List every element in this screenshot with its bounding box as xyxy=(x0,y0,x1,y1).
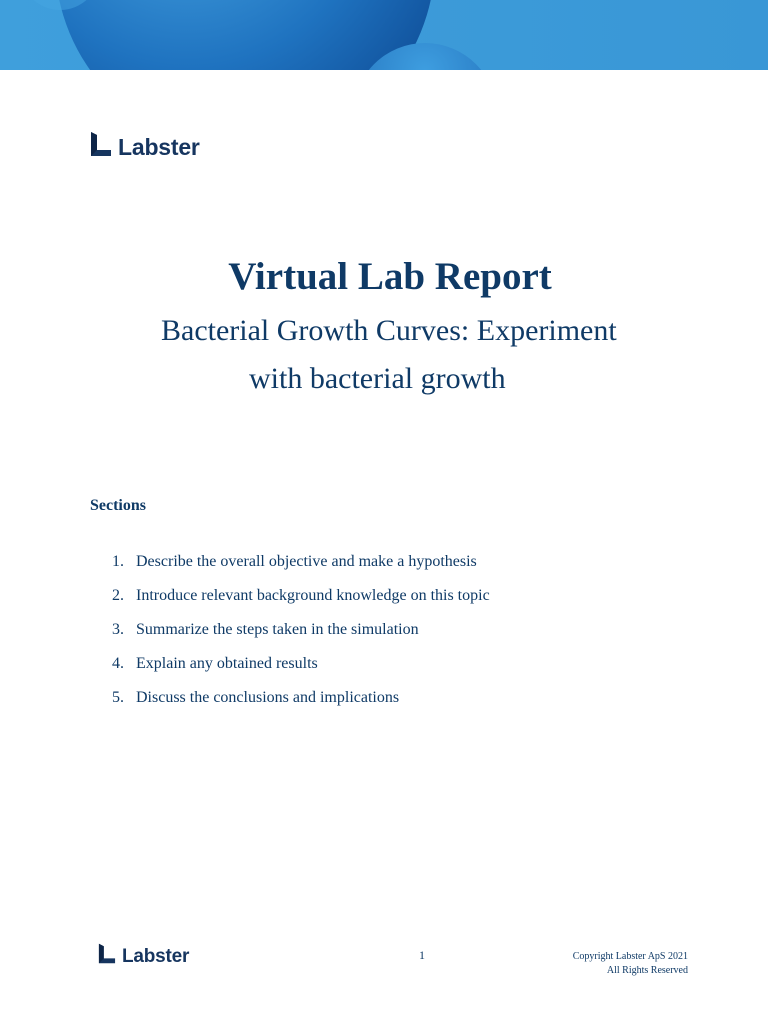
list-item-number: 1. xyxy=(112,553,124,570)
labster-logo-top xyxy=(90,131,200,163)
list-item xyxy=(112,655,490,689)
list-item-text: Introduce relevant background knowledge on this topic xyxy=(136,587,490,604)
copyright-notice xyxy=(573,950,688,978)
list-item-number: 5. xyxy=(112,689,124,706)
page-number: 1 xyxy=(419,948,425,962)
report-title: Virtual Lab Report xyxy=(228,255,552,298)
copyright-line1: Copyright Labster ApS 2021 xyxy=(572,951,688,962)
sections-heading: Sections xyxy=(90,497,146,514)
list-item xyxy=(112,553,490,587)
report-subtitle-line2: with bacterial growth xyxy=(249,362,506,395)
list-item-number: 4. xyxy=(112,655,124,672)
list-item-number: 2. xyxy=(112,587,124,604)
banner-decoration xyxy=(0,0,768,70)
list-item xyxy=(112,689,490,723)
list-item-text: Describe the overall objective and make a hypothesis xyxy=(136,553,477,570)
labster-logo-icon xyxy=(98,943,116,970)
list-item xyxy=(112,587,490,621)
list-item-text: Summarize the steps taken in the simulation xyxy=(136,621,419,638)
list-item-text: Explain any obtained results xyxy=(136,655,318,672)
report-subtitle-line1: Bacterial Growth Curves: Experiment xyxy=(161,314,617,347)
list-item xyxy=(112,621,490,655)
header-banner xyxy=(0,0,768,70)
list-item-text: Discuss the conclusions and implications xyxy=(136,689,400,706)
labster-logo-text: Labster xyxy=(118,133,200,160)
copyright-line2: All Rights Reserved xyxy=(606,965,688,976)
labster-logo-text: Labster xyxy=(122,945,190,967)
labster-logo-icon xyxy=(90,131,112,163)
labster-logo-footer xyxy=(98,943,189,970)
list-item-number: 3. xyxy=(112,621,124,638)
sections-list xyxy=(112,553,490,723)
